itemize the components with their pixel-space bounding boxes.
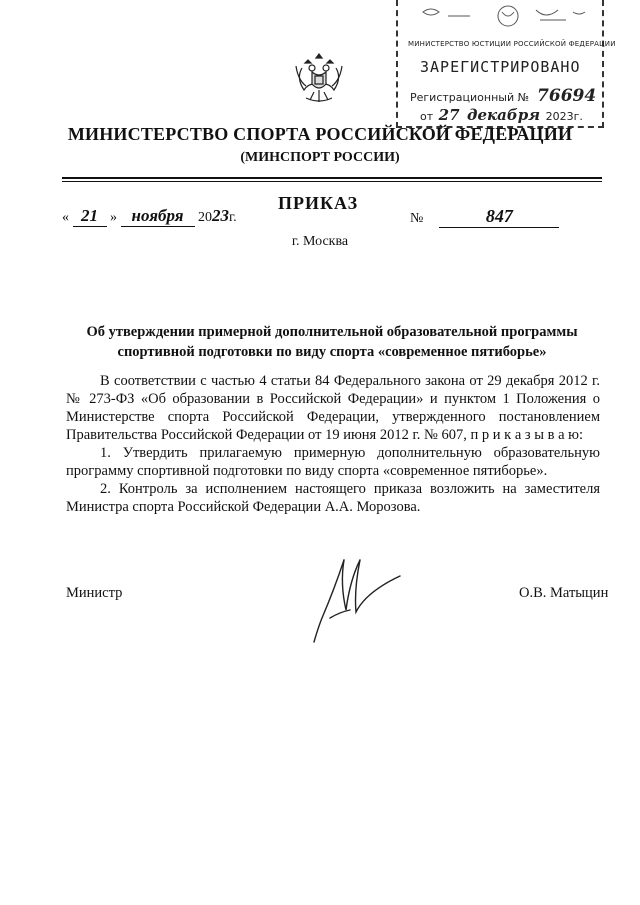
stamp-date-prefix: от (420, 110, 434, 123)
stamp-reg-label: Регистрационный № (410, 91, 530, 104)
order-number (410, 206, 559, 228)
order-date (62, 206, 237, 227)
order-date-open-quote: « (62, 210, 69, 225)
ministry-title: МИНИСТЕРСТВО СПОРТА РОССИЙСКОЙ ФЕДЕРАЦИИ (67, 124, 573, 144)
order-date-day: 21 (73, 206, 107, 227)
stamp-date-month: декабря (467, 106, 541, 124)
stamp-date-day: 27 (438, 106, 460, 124)
body-item-1: 1. Утвердить прилагаемую примерную дополнительную образовательную программу спортивной подготовки по виду спорта «современное пятиборье». (66, 445, 600, 479)
header-divider (62, 177, 602, 179)
stamp-registered-text: ЗАРЕГИСТРИРОВАНО (420, 58, 581, 76)
order-date-close-quote: » (110, 210, 117, 225)
signatory-position: Министр (66, 585, 123, 601)
stamp-date-suffix: г. (573, 110, 583, 123)
order-subject-line: спортивной подготовки по виду спорта «современное пятиборье» (117, 344, 547, 360)
stamp-reg-number: 76694 (537, 86, 597, 106)
order-date-year-g: г. (229, 210, 237, 225)
body-item-2: 2. Контроль за исполнением настоящего приказа возложить на заместителя Министра спорта Российской Федерации А.А. Морозова. (66, 481, 600, 515)
header-divider-thin (62, 181, 602, 182)
stamp-date-year: 2023 (545, 110, 574, 123)
order-title: ПРИКАЗ (278, 193, 359, 213)
order-subject-line: Об утверждении примерной дополнительной образовательной программы (86, 324, 578, 340)
stamp-seal-marks-icon (408, 2, 598, 32)
order-body (66, 372, 600, 516)
stamp-ministry-text: МИНИСТЕРСТВО ЮСТИЦИИ РОССИЙСКОЙ ФЕДЕРАЦИИ (408, 40, 616, 48)
order-date-year-suffix: 23 (212, 206, 229, 225)
registration-stamp (396, 0, 616, 128)
order-date-year-prefix: 20 (198, 210, 212, 225)
ministry-short-name: (МИНСПОРТ РОССИИ) (240, 150, 400, 165)
order-date-month: ноября (121, 206, 195, 227)
order-subject (62, 322, 602, 362)
signatory-name: О.В. Матыцин (519, 585, 609, 601)
handwritten-signature (300, 548, 420, 648)
order-number-label: № (410, 211, 424, 226)
body-intro-paragraph: В соответствии с частью 4 статьи 84 Федерального закона от 29 декабря 2012 г. № 273-ФЗ «Об образовании в Российской Федерации» и пунктом 1 Положения о Министерстве спорта Российской Федерации, утвержденного постановлением Правительства Российской Федерации от 19 июня 2012 г. № 607, п р и к а з ы в а ю: (66, 373, 600, 443)
stamp-registration-number (410, 86, 596, 106)
russian-coat-of-arms-icon (288, 48, 350, 110)
stamp-date (420, 106, 583, 124)
order-city: г. Москва (291, 234, 349, 249)
order-number-value: 847 (439, 206, 559, 228)
